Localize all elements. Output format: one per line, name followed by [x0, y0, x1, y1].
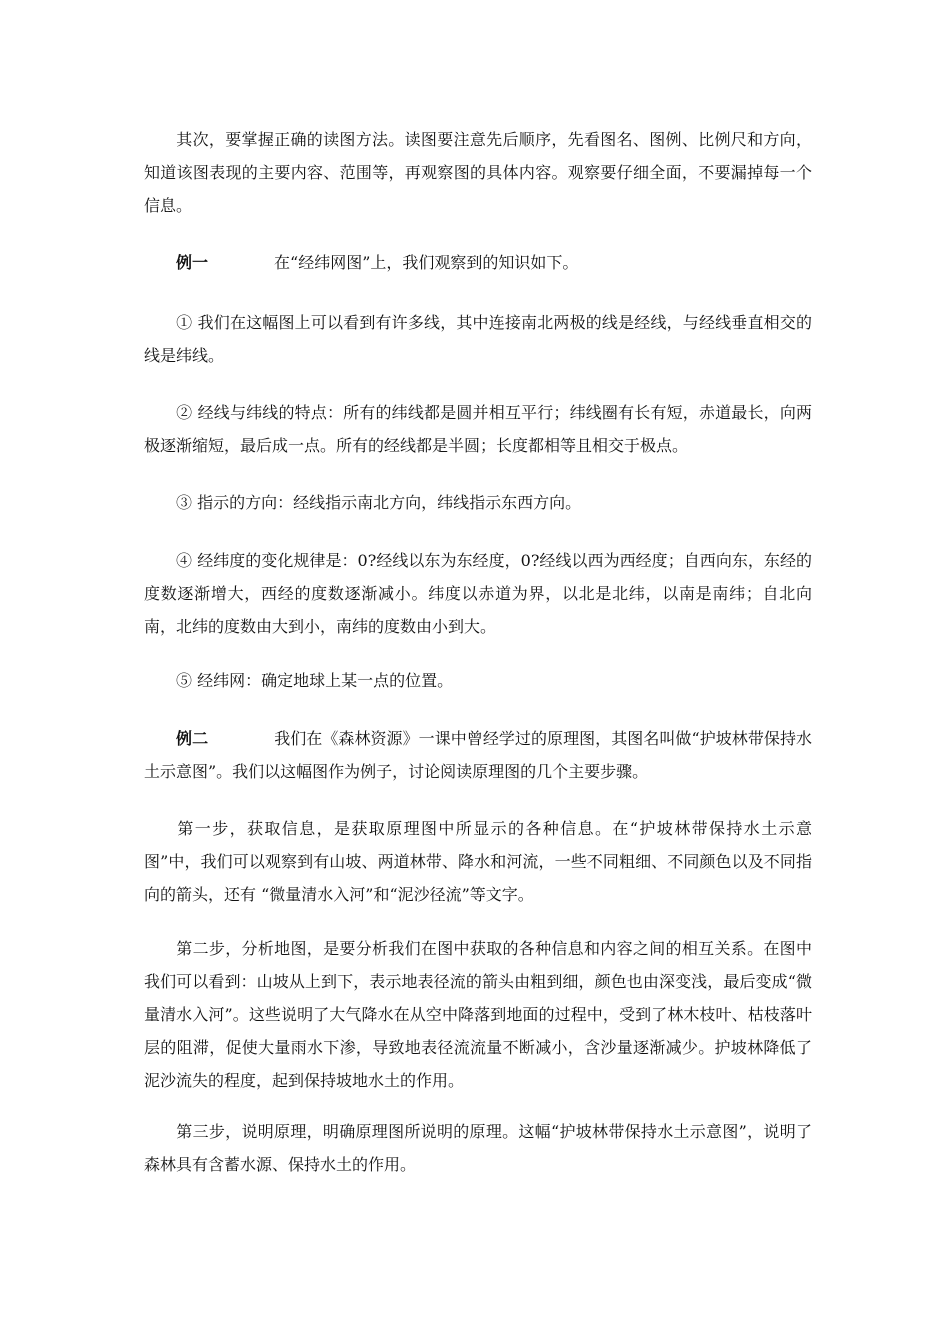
list-item-text: ① 我们在这幅图上可以看到有许多线，其中连接南北两极的线是经线，与经线垂直相交的线是纬线。: [144, 313, 812, 365]
paragraph-text: 其次，要掌握正确的读图方法。读图要注意先后顺序，先看图名、图例、比例尺和方向，知道该图表现的主要内容、范围等，再观察图的具体内容。观察要仔细全面，不要漏掉每一个信息。: [144, 130, 812, 215]
step-text: 第二步，分析地图，是要分析我们在图中获取的各种信息和内容之间的相互关系。在图中我们可以看到：山坡从上到下，表示地表径流的箭头由粗到细，颜色也由深变浅，最后变成“微量清水入河”。这些说明了大气降水在从空中降落到地面的过程中，受到了林木枝叶、枯枝落叶层的阻滞，促使大量雨水下渗，导致地表径流流量不断减小，含沙量逐渐减少。护坡林降低了泥沙流失的程度，起到保持坡地水土的作用。: [144, 939, 812, 1090]
list-item-text: ⑤ 经纬网：确定地球上某一点的位置。: [176, 671, 454, 690]
example-two-paragraph: [144, 722, 812, 788]
example-label: 例二: [176, 729, 209, 748]
step-text: 第三步，说明原理，明确原理图所说明的原理。这幅“护坡林带保持水土示意图”，说明了森林具有含蓄水源、保持水土的作用。: [144, 1122, 812, 1174]
example-intro: 我们在《森林资源》一课中曾经学过的原理图，其图名叫做“护坡林带保持水土示意图”。我们以这幅图作为例子，讨论阅读原理图的几个主要步骤。: [144, 729, 812, 781]
example-label: 例一: [176, 253, 209, 272]
list-item: [144, 486, 812, 519]
list-item: [144, 544, 812, 643]
list-item: [144, 306, 812, 372]
step-paragraph: [144, 812, 812, 911]
list-item: [144, 396, 812, 462]
list-item-text: ② 经线与纬线的特点：所有的纬线都是圆并相互平行；纬线圈有长有短，赤道最长，向两极逐渐缩短，最后成一点。所有的经线都是半圆；长度都相等且相交于极点。: [144, 403, 812, 455]
paragraph-reading-method: [144, 123, 812, 222]
example-intro: 在“经纬网图”上，我们观察到的知识如下。: [274, 253, 579, 272]
list-item-text: ④ 经纬度的变化规律是：0?经线以东为东经度，0?经线以西为西经度；自西向东，东经的度数逐渐增大，西经的度数逐渐减小。纬度以赤道为界，以北是北纬，以南是南纬；自北向南，北纬的度数由大到小，南纬的度数由小到大。: [144, 551, 812, 636]
list-item-text: ③ 指示的方向：经线指示南北方向，纬线指示东西方向。: [176, 493, 582, 512]
list-item: [144, 664, 812, 697]
step-paragraph: [144, 932, 812, 1097]
example-one-heading: [144, 246, 812, 279]
step-text: 第一步，获取信息，是获取原理图中所显示的各种信息。在“护坡林带保持水土示意图”中，我们可以观察到有山坡、两道林带、降水和河流，一些不同粗细、不同颜色以及不同指向的箭头，还有 “微量清水入河”和“泥沙径流”等文字。: [144, 819, 812, 904]
step-paragraph: [144, 1115, 812, 1181]
